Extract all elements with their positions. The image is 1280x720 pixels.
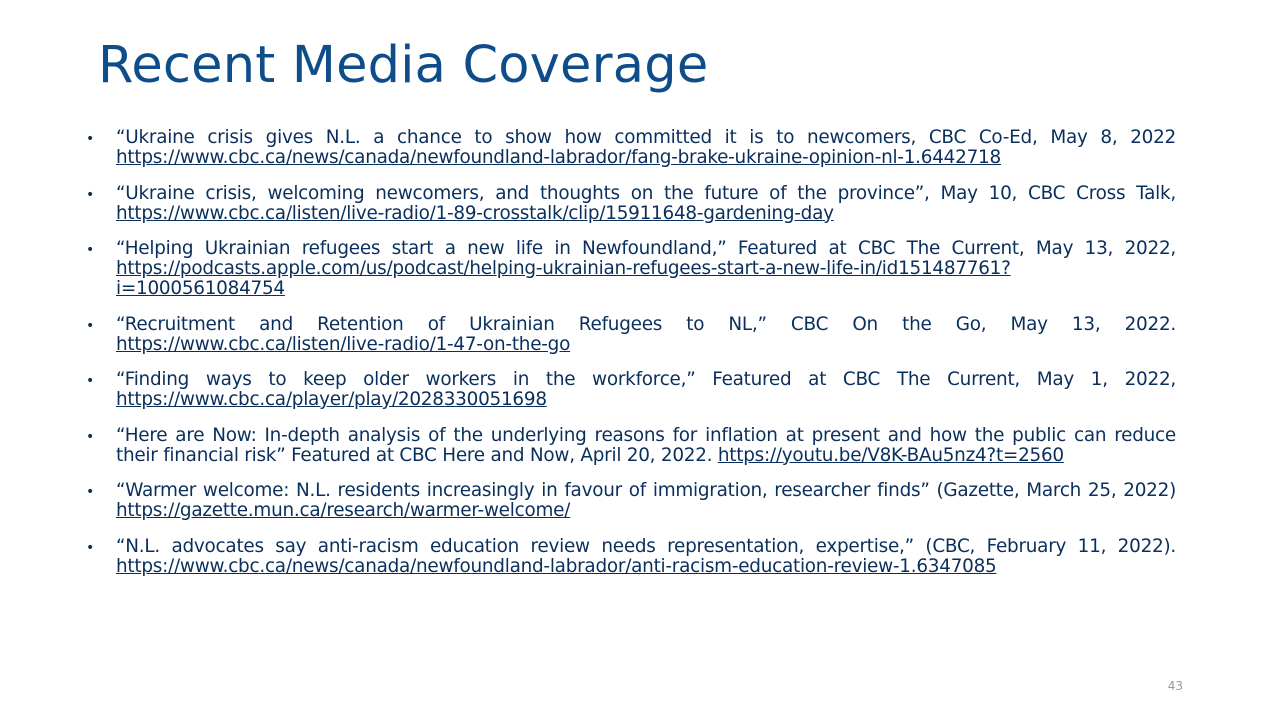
bullet-icon: • <box>86 484 95 500</box>
list-item <box>86 426 1176 466</box>
item-text: “Here are Now: In-depth analysis of the underlying reasons for inflation at present and how the public can reduce their financial risk” Featured at CBC Here and Now, April 20, 2022. <box>116 424 1176 466</box>
bullet-icon: • <box>86 539 95 556</box>
bullet-icon: • <box>86 428 95 445</box>
page-number: 43 <box>1167 679 1183 693</box>
item-link[interactable]: https://podcasts.apple.com/us/podcast/helping-ukrainian-refugees-start-a-new-life-in/id151487761?i=1000561084754 <box>116 258 1011 299</box>
list-item <box>86 370 1176 410</box>
item-link[interactable]: https://www.cbc.ca/listen/live-radio/1-47-on-the-go <box>116 333 571 355</box>
item-link[interactable]: https://gazette.mun.ca/research/warmer-welcome/ <box>116 500 571 521</box>
item-link[interactable]: https://www.cbc.ca/news/canada/newfoundland-labrador/fang-brake-ukraine-opinion-nl-1.6442718 <box>116 147 1001 168</box>
item-text: “Helping Ukrainian refugees start a new life in Newfoundland,” Featured at CBC The Current, May 13, 2022, <box>116 238 1176 259</box>
list-item <box>86 184 1176 224</box>
item-text: “N.L. advocates say anti-racism education review needs representation, expertise,” (CBC, February 11, 2022). <box>116 535 1176 557</box>
bullet-icon: • <box>86 131 95 147</box>
bullet-icon: • <box>86 242 95 258</box>
item-link[interactable]: https://www.cbc.ca/news/canada/newfoundland-labrador/anti-racism-education-review-1.6347085 <box>116 555 997 577</box>
slide-title: Recent Media Coverage <box>98 36 709 95</box>
item-link[interactable]: https://www.cbc.ca/listen/live-radio/1-89-crosstalk/clip/15911648-gardening-day <box>116 202 834 224</box>
list-item <box>86 128 1176 168</box>
bullet-icon: • <box>86 317 95 334</box>
item-text: “Recruitment and Retention of Ukrainian Refugees to NL,” CBC On the Go, May 13, 2022. <box>116 313 1176 335</box>
media-coverage-list <box>86 128 1176 592</box>
list-item <box>86 481 1176 521</box>
item-text: “Ukraine crisis, welcoming newcomers, and thoughts on the future of the province”, May 10, CBC Cross Talk, <box>116 182 1176 204</box>
item-text: “Finding ways to keep older workers in the workforce,” Featured at CBC The Current, May 1, 2022, <box>116 369 1176 390</box>
list-item <box>86 315 1176 355</box>
bullet-icon: • <box>86 373 95 389</box>
list-item <box>86 537 1176 577</box>
item-link[interactable]: https://www.cbc.ca/player/play/2028330051698 <box>116 389 547 410</box>
list-item <box>86 239 1176 299</box>
item-text: “Ukraine crisis gives N.L. a chance to show how committed it is to newcomers, CBC Co-Ed, May 8, 2022 <box>116 127 1176 148</box>
item-text: “Warmer welcome: N.L. residents increasingly in favour of immigration, researcher finds” (Gazette, March 25, 2022) <box>116 480 1176 501</box>
bullet-icon: • <box>86 186 95 203</box>
item-link[interactable]: https://youtu.be/V8K-BAu5nz4?t=2560 <box>717 444 1064 466</box>
